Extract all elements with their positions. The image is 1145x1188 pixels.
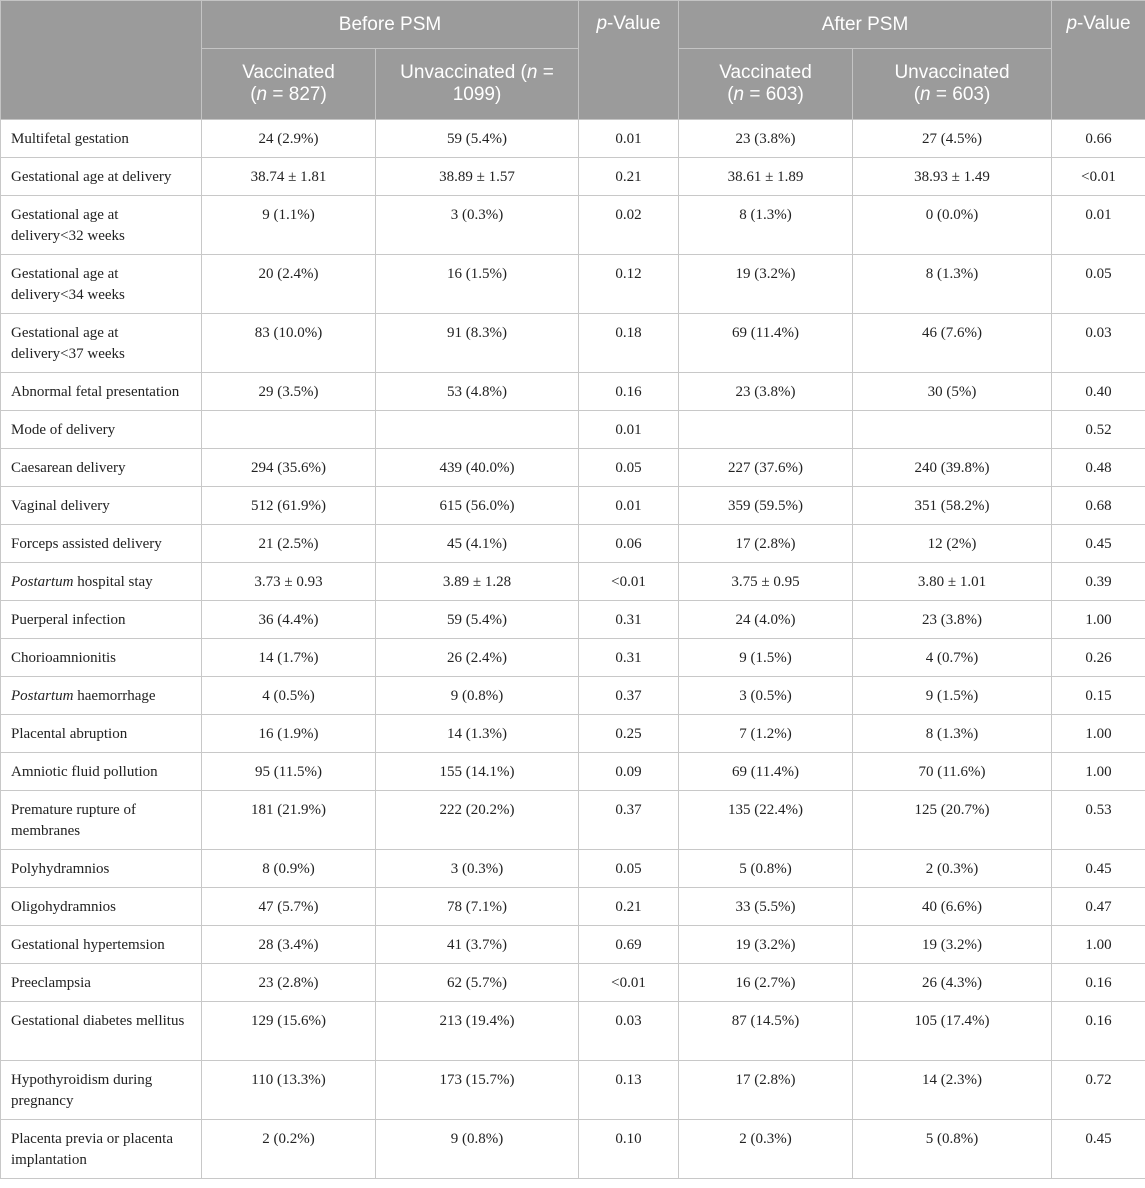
cell-before-unvaccinated: 78 (7.1%) (376, 888, 579, 926)
table-row (1, 255, 1145, 314)
cell-before-p: 0.69 (579, 926, 679, 964)
header-text: 1099) (452, 84, 502, 105)
cell-after-vaccinated: 3.75 ± 0.95 (679, 563, 853, 601)
header-p-value-before (579, 1, 679, 120)
table-body (1, 120, 1145, 1179)
row-label (1, 158, 202, 196)
cell-after-unvaccinated: 4 (0.7%) (853, 639, 1052, 677)
row-label-text: Gestational hypertemsion (11, 937, 165, 953)
cell-before-unvaccinated: 9 (0.8%) (376, 677, 579, 715)
row-label-text: Puerperal infection (11, 612, 126, 628)
cell-after-vaccinated: 2 (0.3%) (679, 1120, 853, 1179)
cell-before-p: 0.05 (579, 850, 679, 888)
cell-after-unvaccinated: 38.93 ± 1.49 (853, 158, 1052, 196)
cell-after-unvaccinated: 12 (2%) (853, 525, 1052, 563)
cell-after-p: 0.48 (1052, 449, 1145, 487)
cell-after-p: 0.72 (1052, 1061, 1145, 1120)
cell-after-p: 0.45 (1052, 850, 1145, 888)
cell-before-unvaccinated: 3 (0.3%) (376, 850, 579, 888)
cell-before-unvaccinated: 53 (4.8%) (376, 373, 579, 411)
table-row (1, 888, 1145, 926)
table-row (1, 563, 1145, 601)
cell-after-vaccinated: 33 (5.5%) (679, 888, 853, 926)
cell-before-p: 0.06 (579, 525, 679, 563)
cell-before-p: <0.01 (579, 964, 679, 1002)
cell-before-p: 0.31 (579, 639, 679, 677)
cell-after-p: 0.47 (1052, 888, 1145, 926)
cell-after-unvaccinated: 40 (6.6%) (853, 888, 1052, 926)
row-label-text: Gestational diabetes mellitus (11, 1013, 185, 1029)
cell-before-unvaccinated: 222 (20.2%) (376, 791, 579, 850)
cell-after-vaccinated: 135 (22.4%) (679, 791, 853, 850)
cell-before-p: 0.03 (579, 1002, 679, 1061)
cell-after-unvaccinated: 26 (4.3%) (853, 964, 1052, 1002)
cell-after-unvaccinated: 351 (58.2%) (853, 487, 1052, 525)
table-row (1, 487, 1145, 525)
cell-before-unvaccinated: 26 (2.4%) (376, 639, 579, 677)
table-row (1, 964, 1145, 1002)
cell-before-unvaccinated: 16 (1.5%) (376, 255, 579, 314)
header-n: n (256, 84, 268, 105)
cell-before-p: 0.31 (579, 601, 679, 639)
table-row (1, 411, 1145, 449)
cell-after-unvaccinated: 2 (0.3%) (853, 850, 1052, 888)
row-label (1, 926, 202, 964)
row-label (1, 639, 202, 677)
cell-after-p: 1.00 (1052, 601, 1145, 639)
header-before-unvaccinated (376, 49, 579, 120)
cell-before-unvaccinated: 59 (5.4%) (376, 120, 579, 158)
table-row (1, 449, 1145, 487)
cell-before-p: 0.13 (579, 1061, 679, 1120)
cell-after-vaccinated: 69 (11.4%) (679, 314, 853, 373)
cell-before-p: 0.01 (579, 411, 679, 449)
cell-after-p: 0.53 (1052, 791, 1145, 850)
row-label (1, 1061, 202, 1120)
cell-after-unvaccinated: 8 (1.3%) (853, 715, 1052, 753)
cell-after-unvaccinated: 8 (1.3%) (853, 255, 1052, 314)
cell-after-vaccinated: 19 (3.2%) (679, 255, 853, 314)
cell-after-unvaccinated: 14 (2.3%) (853, 1061, 1052, 1120)
cell-before-p: 0.21 (579, 158, 679, 196)
cell-after-vaccinated: 5 (0.8%) (679, 850, 853, 888)
row-label (1, 677, 202, 715)
cell-after-p: 0.40 (1052, 373, 1145, 411)
cell-after-unvaccinated: 27 (4.5%) (853, 120, 1052, 158)
row-label (1, 715, 202, 753)
row-label (1, 791, 202, 850)
cell-before-p: 0.16 (579, 373, 679, 411)
cell-after-unvaccinated: 19 (3.2%) (853, 926, 1052, 964)
cell-after-p: <0.01 (1052, 158, 1145, 196)
cell-after-vaccinated (679, 411, 853, 449)
cell-before-vaccinated: 20 (2.4%) (202, 255, 376, 314)
cell-after-p: 0.39 (1052, 563, 1145, 601)
header-text: ( (913, 84, 921, 105)
table-row (1, 314, 1145, 373)
p-rest: -Value (607, 13, 661, 34)
row-label-text: Mode of delivery (11, 422, 116, 438)
cell-after-p: 0.05 (1052, 255, 1145, 314)
cell-before-unvaccinated: 3.89 ± 1.28 (376, 563, 579, 601)
row-label-italic: Postartum (11, 688, 74, 704)
row-label-text: Amniotic fluid pollution (11, 764, 158, 780)
header-text: = (537, 62, 554, 83)
cell-before-vaccinated: 95 (11.5%) (202, 753, 376, 791)
cell-after-unvaccinated: 5 (0.8%) (853, 1120, 1052, 1179)
cell-after-vaccinated: 38.61 ± 1.89 (679, 158, 853, 196)
cell-before-vaccinated: 110 (13.3%) (202, 1061, 376, 1120)
cell-after-unvaccinated: 30 (5%) (853, 373, 1052, 411)
cell-before-vaccinated: 16 (1.9%) (202, 715, 376, 753)
cell-before-unvaccinated: 62 (5.7%) (376, 964, 579, 1002)
cell-before-unvaccinated: 155 (14.1%) (376, 753, 579, 791)
cell-after-p: 1.00 (1052, 926, 1145, 964)
cell-after-p: 0.45 (1052, 1120, 1145, 1179)
cell-before-unvaccinated: 91 (8.3%) (376, 314, 579, 373)
cell-after-p: 1.00 (1052, 753, 1145, 791)
row-label (1, 411, 202, 449)
table-row (1, 677, 1145, 715)
row-label (1, 601, 202, 639)
cell-before-vaccinated: 14 (1.7%) (202, 639, 376, 677)
cell-before-unvaccinated: 3 (0.3%) (376, 196, 579, 255)
cell-before-p: 0.02 (579, 196, 679, 255)
cell-after-vaccinated: 16 (2.7%) (679, 964, 853, 1002)
cell-after-vaccinated: 17 (2.8%) (679, 1061, 853, 1120)
header-text: Vaccinated (242, 62, 335, 83)
cell-after-unvaccinated: 125 (20.7%) (853, 791, 1052, 850)
table-header (1, 1, 1145, 120)
cell-after-vaccinated: 23 (3.8%) (679, 373, 853, 411)
table-row (1, 791, 1145, 850)
cell-before-p: 0.18 (579, 314, 679, 373)
cell-before-p: 0.12 (579, 255, 679, 314)
row-label (1, 753, 202, 791)
cell-before-p: 0.37 (579, 791, 679, 850)
row-label-text: Gestational age at delivery<32 weeks (11, 207, 125, 244)
cell-after-vaccinated: 227 (37.6%) (679, 449, 853, 487)
row-label-text: Gestational age at delivery<37 weeks (11, 325, 125, 362)
cell-before-vaccinated: 3.73 ± 0.93 (202, 563, 376, 601)
cell-after-unvaccinated: 9 (1.5%) (853, 677, 1052, 715)
row-label-text: Caesarean delivery (11, 460, 126, 476)
cell-after-vaccinated: 8 (1.3%) (679, 196, 853, 255)
cell-before-vaccinated: 29 (3.5%) (202, 373, 376, 411)
table-row (1, 639, 1145, 677)
cell-before-vaccinated: 28 (3.4%) (202, 926, 376, 964)
cell-before-unvaccinated: 38.89 ± 1.57 (376, 158, 579, 196)
cell-before-vaccinated: 24 (2.9%) (202, 120, 376, 158)
table-row (1, 601, 1145, 639)
header-text: = 603) (744, 84, 804, 105)
cell-before-vaccinated: 38.74 ± 1.81 (202, 158, 376, 196)
header-after-unvaccinated (853, 49, 1052, 120)
cell-before-unvaccinated: 59 (5.4%) (376, 601, 579, 639)
cell-before-p: 0.09 (579, 753, 679, 791)
table-row (1, 120, 1145, 158)
cell-before-p: 0.37 (579, 677, 679, 715)
cell-after-p: 0.03 (1052, 314, 1145, 373)
cell-after-p: 0.16 (1052, 964, 1145, 1002)
row-label (1, 314, 202, 373)
table-row (1, 1120, 1145, 1179)
cell-after-unvaccinated: 23 (3.8%) (853, 601, 1052, 639)
header-text: = 603) (930, 84, 991, 105)
table-row (1, 926, 1145, 964)
row-label-text: Gestational age at delivery (11, 169, 172, 185)
cell-before-p: 0.01 (579, 120, 679, 158)
cell-after-p: 0.45 (1052, 525, 1145, 563)
cell-after-unvaccinated: 0 (0.0%) (853, 196, 1052, 255)
cell-after-unvaccinated: 3.80 ± 1.01 (853, 563, 1052, 601)
row-label (1, 255, 202, 314)
cell-before-unvaccinated: 173 (15.7%) (376, 1061, 579, 1120)
cell-before-vaccinated: 47 (5.7%) (202, 888, 376, 926)
cell-before-vaccinated: 9 (1.1%) (202, 196, 376, 255)
cell-before-vaccinated: 512 (61.9%) (202, 487, 376, 525)
table-row (1, 158, 1145, 196)
header-text: Vaccinated (719, 62, 812, 83)
cell-after-vaccinated: 17 (2.8%) (679, 525, 853, 563)
p-rest: -Value (1077, 13, 1131, 34)
row-label-text: Abnormal fetal presentation (11, 384, 180, 400)
table-row (1, 1002, 1145, 1061)
header-before-psm: Before PSM (202, 1, 579, 49)
cell-after-vaccinated: 87 (14.5%) (679, 1002, 853, 1061)
cell-before-vaccinated: 181 (21.9%) (202, 791, 376, 850)
header-before-vaccinated (202, 49, 376, 120)
row-label (1, 1002, 202, 1061)
cell-after-unvaccinated: 70 (11.6%) (853, 753, 1052, 791)
row-label (1, 449, 202, 487)
table-row (1, 715, 1145, 753)
row-label-text: Forceps assisted delivery (11, 536, 162, 552)
header-after-psm: After PSM (679, 1, 1052, 49)
row-label-text: Polyhydramnios (11, 861, 110, 877)
header-p-value-after (1052, 1, 1145, 120)
cell-after-p: 0.26 (1052, 639, 1145, 677)
cell-before-unvaccinated: 41 (3.7%) (376, 926, 579, 964)
cell-after-vaccinated: 23 (3.8%) (679, 120, 853, 158)
cell-after-vaccinated: 19 (3.2%) (679, 926, 853, 964)
cell-before-vaccinated: 23 (2.8%) (202, 964, 376, 1002)
cell-before-vaccinated: 2 (0.2%) (202, 1120, 376, 1179)
cell-after-p: 0.52 (1052, 411, 1145, 449)
header-text: ( (727, 84, 734, 105)
cell-after-p: 0.66 (1052, 120, 1145, 158)
cell-after-p: 0.15 (1052, 677, 1145, 715)
row-label-text: haemorrhage (73, 688, 156, 704)
cell-before-vaccinated: 36 (4.4%) (202, 601, 376, 639)
cell-before-vaccinated: 4 (0.5%) (202, 677, 376, 715)
header-after-vaccinated (679, 49, 853, 120)
table-row (1, 1061, 1145, 1120)
cell-before-unvaccinated: 45 (4.1%) (376, 525, 579, 563)
row-label (1, 563, 202, 601)
header-n: n (733, 84, 745, 105)
row-label-text: Gestational age at delivery<34 weeks (11, 266, 125, 303)
header-text: Unvaccinated ( (400, 62, 527, 83)
cell-before-p: 0.05 (579, 449, 679, 487)
row-label-text: Multifetal gestation (11, 131, 129, 147)
header-text: ( (250, 84, 257, 105)
cell-before-p: 0.21 (579, 888, 679, 926)
header-n: n (526, 62, 538, 83)
row-label (1, 888, 202, 926)
cell-before-unvaccinated: 9 (0.8%) (376, 1120, 579, 1179)
cell-after-p: 1.00 (1052, 715, 1145, 753)
row-label-text: Preeclampsia (11, 975, 91, 991)
table-row (1, 373, 1145, 411)
row-label-italic: Postartum (11, 574, 74, 590)
table-row (1, 753, 1145, 791)
cell-after-vaccinated: 7 (1.2%) (679, 715, 853, 753)
cell-after-unvaccinated: 240 (39.8%) (853, 449, 1052, 487)
cell-after-vaccinated: 3 (0.5%) (679, 677, 853, 715)
cell-before-unvaccinated: 439 (40.0%) (376, 449, 579, 487)
row-label (1, 120, 202, 158)
table-row (1, 525, 1145, 563)
cell-before-p: 0.01 (579, 487, 679, 525)
row-label-text: hospital stay (73, 574, 153, 590)
row-label (1, 373, 202, 411)
cell-after-unvaccinated (853, 411, 1052, 449)
cell-before-p: <0.01 (579, 563, 679, 601)
header-blank-cell (1, 1, 202, 120)
cell-after-p: 0.16 (1052, 1002, 1145, 1061)
header-text: = 827) (267, 84, 327, 105)
row-label (1, 487, 202, 525)
row-label-text: Placental abruption (11, 726, 128, 742)
row-label-text: Oligohydramnios (11, 899, 116, 915)
row-label-text: Vaginal delivery (11, 498, 110, 514)
cell-before-p: 0.25 (579, 715, 679, 753)
row-label (1, 964, 202, 1002)
table-row (1, 850, 1145, 888)
cell-before-unvaccinated: 14 (1.3%) (376, 715, 579, 753)
cell-after-vaccinated: 9 (1.5%) (679, 639, 853, 677)
cell-after-vaccinated: 359 (59.5%) (679, 487, 853, 525)
row-label (1, 1120, 202, 1179)
cell-before-vaccinated: 8 (0.9%) (202, 850, 376, 888)
cell-before-vaccinated (202, 411, 376, 449)
p-italic: p (1066, 13, 1078, 34)
row-label-text: Chorioamnionitis (11, 650, 116, 666)
row-label (1, 196, 202, 255)
cell-before-vaccinated: 294 (35.6%) (202, 449, 376, 487)
row-label-text: Placenta previa or placenta implantation (11, 1131, 173, 1168)
cell-after-unvaccinated: 105 (17.4%) (853, 1002, 1052, 1061)
table-row (1, 196, 1145, 255)
cell-after-p: 0.68 (1052, 487, 1145, 525)
cell-before-unvaccinated (376, 411, 579, 449)
cell-after-p: 0.01 (1052, 196, 1145, 255)
cell-after-unvaccinated: 46 (7.6%) (853, 314, 1052, 373)
cell-before-p: 0.10 (579, 1120, 679, 1179)
p-italic: p (596, 13, 608, 34)
row-label (1, 525, 202, 563)
cell-before-vaccinated: 21 (2.5%) (202, 525, 376, 563)
cell-before-unvaccinated: 615 (56.0%) (376, 487, 579, 525)
cell-before-vaccinated: 129 (15.6%) (202, 1002, 376, 1061)
header-row-top (1, 1, 1145, 49)
cell-before-unvaccinated: 213 (19.4%) (376, 1002, 579, 1061)
row-label-text: Hypothyroidism during pregnancy (11, 1072, 153, 1109)
header-text: Unvaccinated (894, 62, 1010, 83)
row-label-text: Premature rupture of membranes (11, 802, 136, 839)
row-label (1, 850, 202, 888)
cell-after-vaccinated: 69 (11.4%) (679, 753, 853, 791)
cell-before-vaccinated: 83 (10.0%) (202, 314, 376, 373)
cell-after-vaccinated: 24 (4.0%) (679, 601, 853, 639)
header-n: n (920, 84, 931, 105)
